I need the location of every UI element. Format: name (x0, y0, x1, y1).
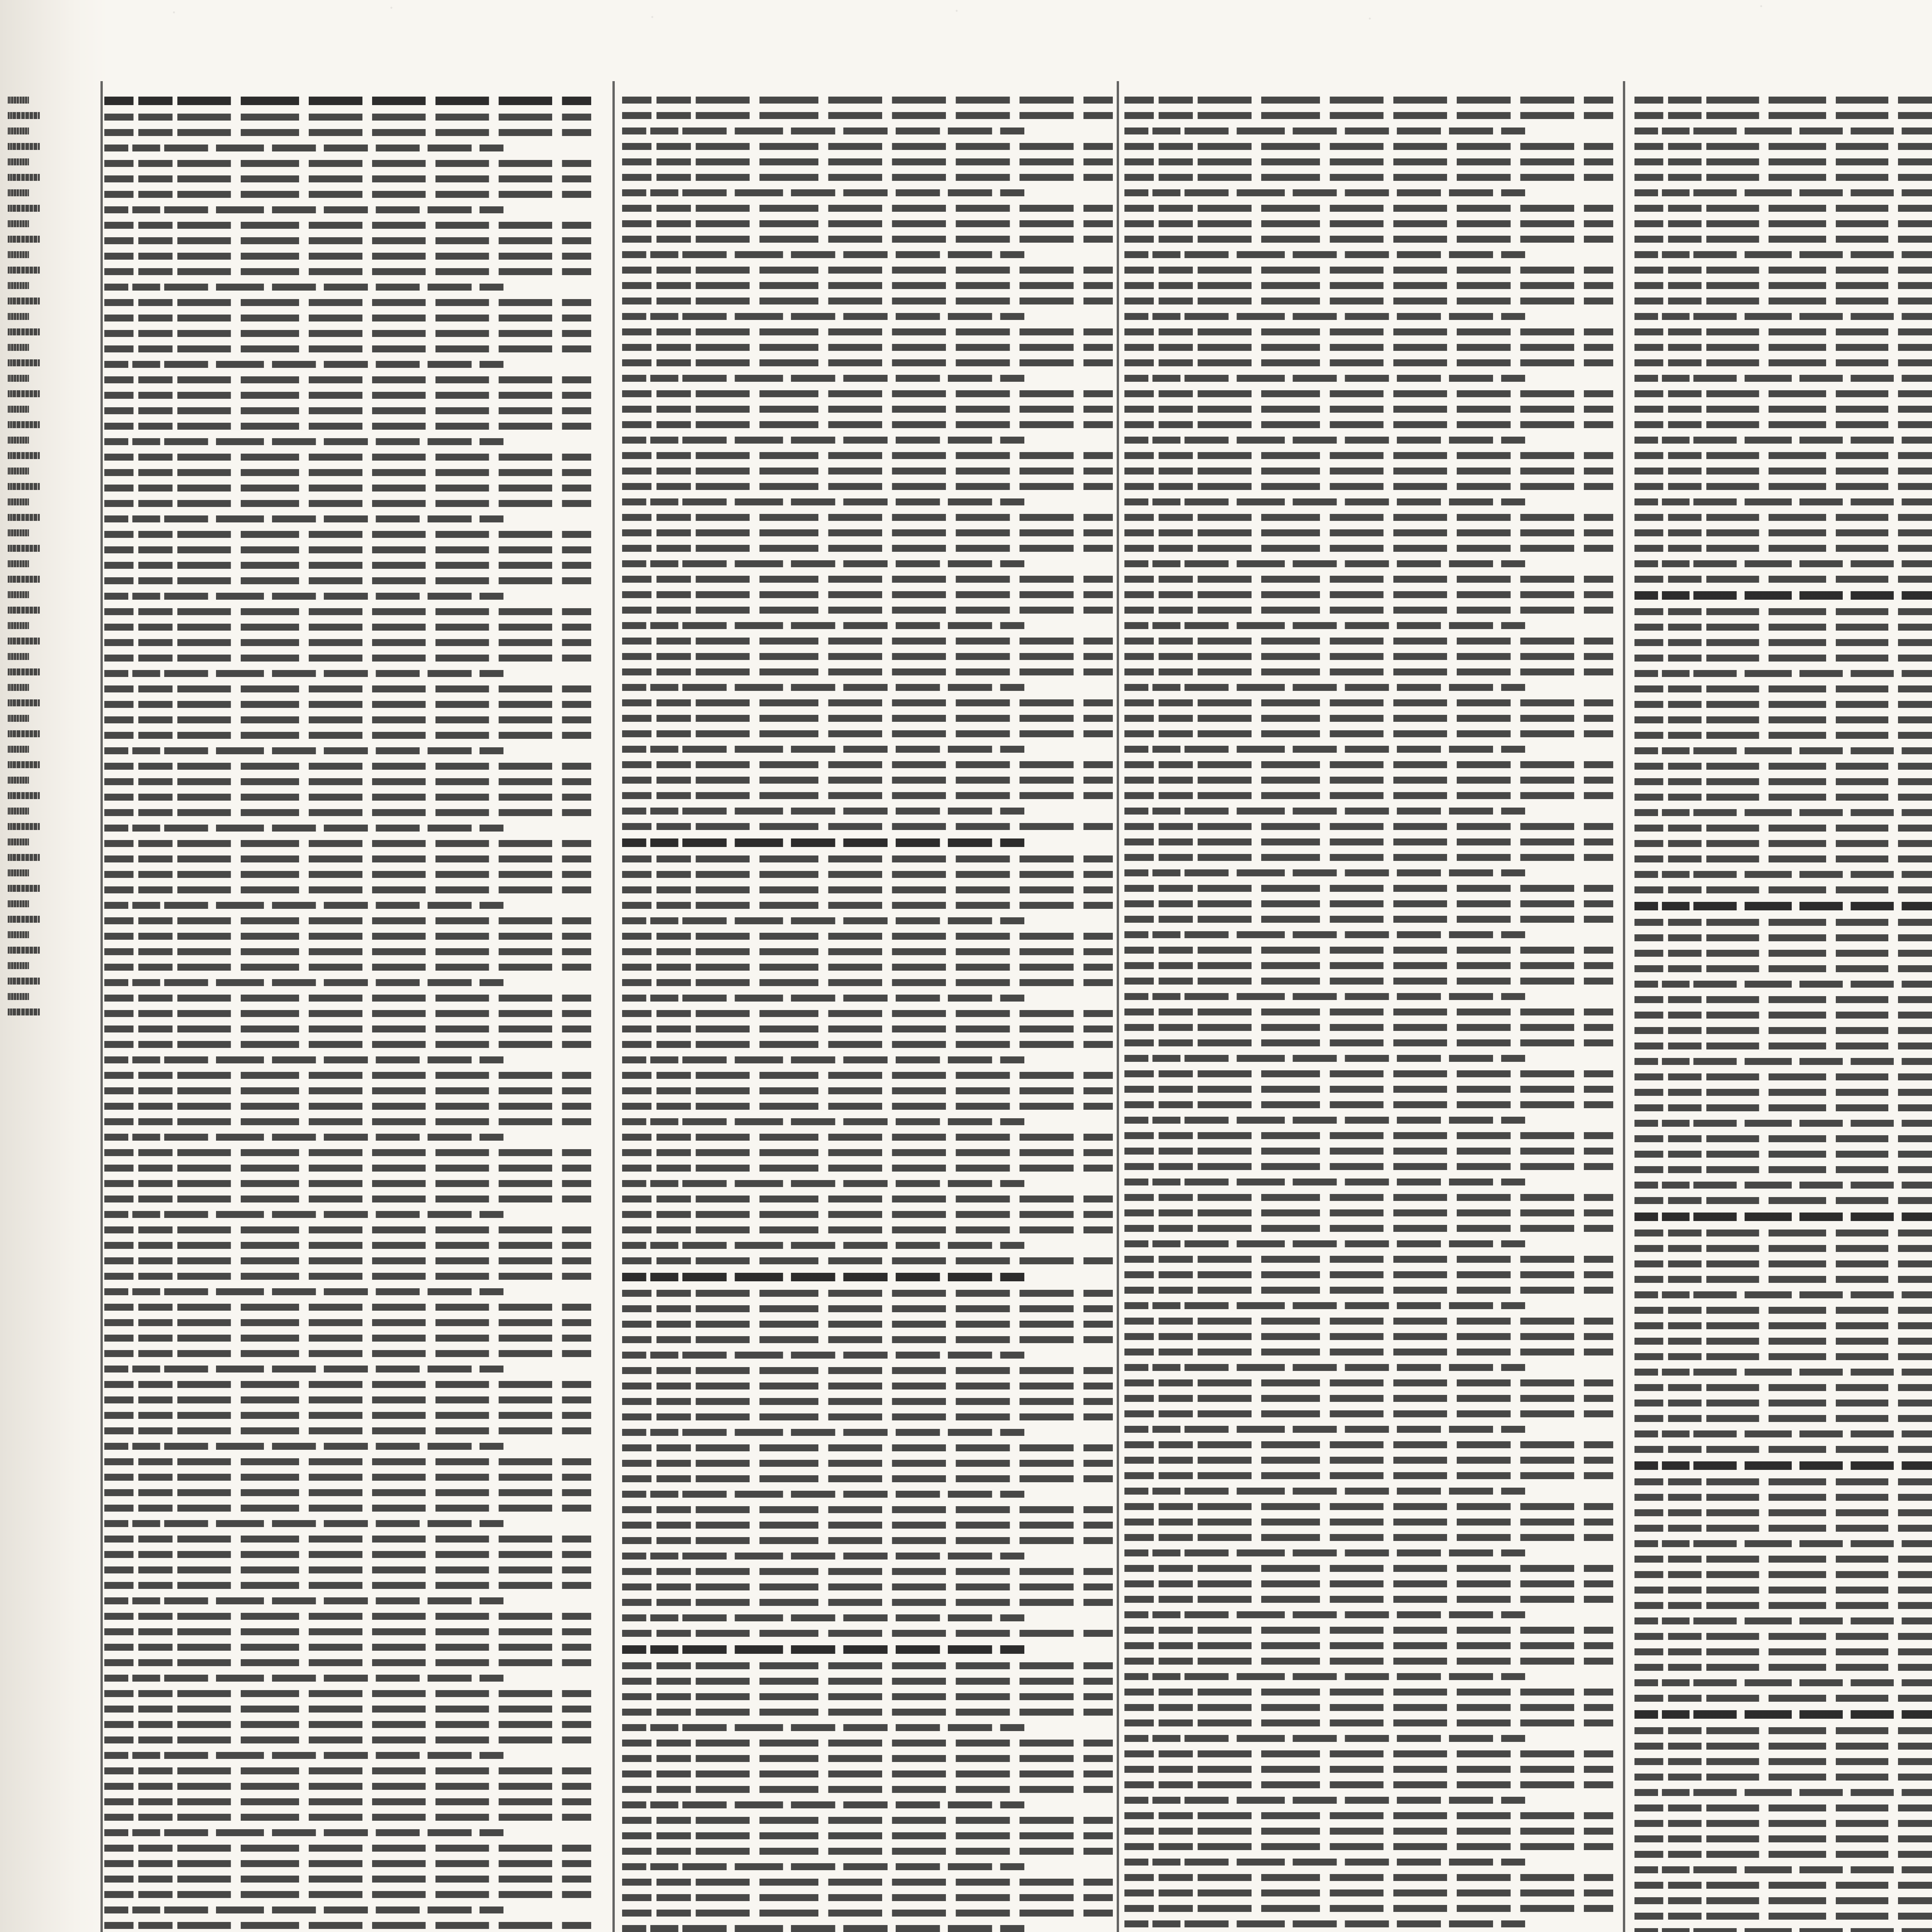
top-edge-noise (0, 0, 1932, 31)
column-rule-left (100, 81, 103, 1932)
column-rule-2 (1117, 81, 1119, 1932)
left-edge-column (8, 97, 58, 1932)
column-1 (104, 97, 591, 1932)
column-rule-3 (1623, 81, 1625, 1932)
column-4 (1634, 97, 1932, 1932)
column-rule-1 (612, 81, 615, 1932)
column-2 (622, 97, 1113, 1932)
column-3 (1124, 97, 1613, 1932)
